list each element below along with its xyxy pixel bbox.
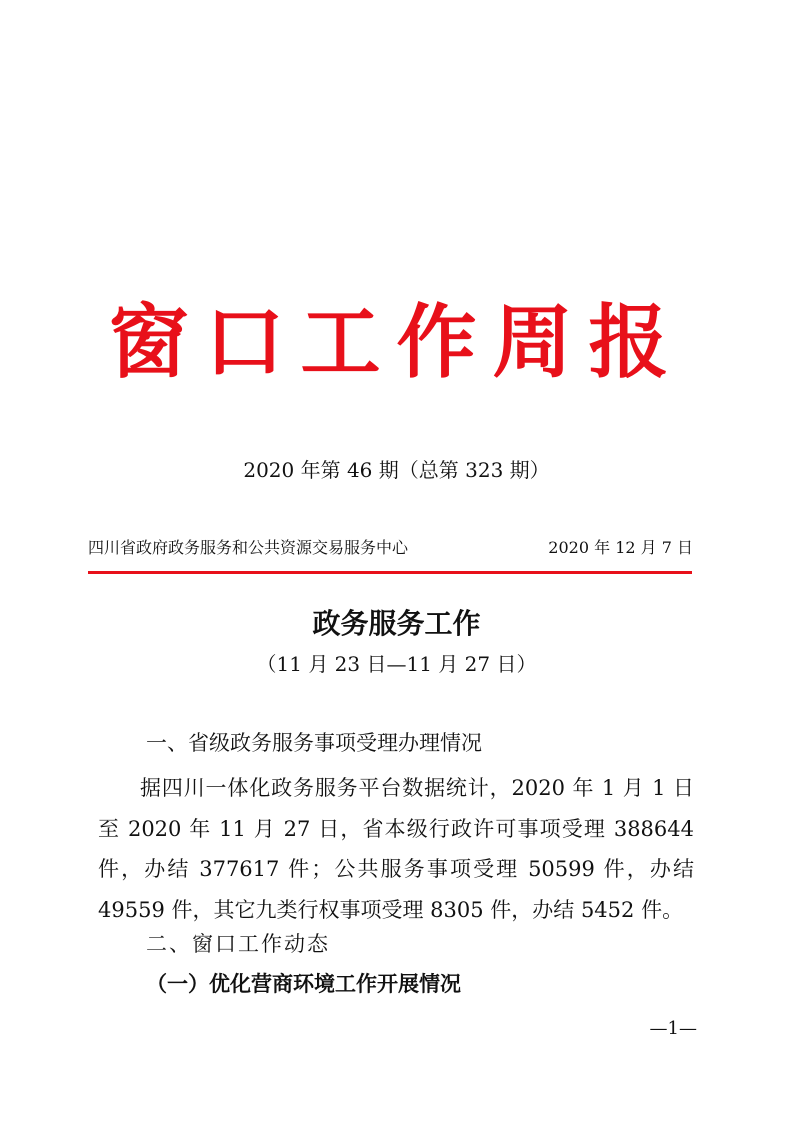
issuing-organization: 四川省政府政务服务和公共资源交易服务中心 [88, 538, 409, 557]
page-number: —1— [649, 1018, 697, 1039]
statistics-paragraph: 据四川一体化政务服务平台数据统计，2020 年 1 月 1 日至 2020 年 11 月 27 日，省本级行政许可事项受理 388644 件，办结 377617 件；公共服务事项受理 50599 件，办结 49559 件，其它九类行权事项受理 8305 件，办结 5452 件。 [98, 776, 694, 922]
issue-date: 2020 年 12 月 7 日 [548, 538, 693, 557]
issue-number: 2020 年第 46 期（总第 323 期） [243, 458, 550, 482]
heading-level-2: 二、窗口工作动态 [146, 932, 330, 956]
heading-level-1: 一、省级政务服务事项受理办理情况 [146, 731, 482, 755]
masthead-title: 窗口工作周报 [108, 295, 685, 389]
red-divider-line [88, 571, 692, 574]
section-title: 政务服务工作 [312, 607, 481, 640]
subheading: （一）优化营商环境工作开展情况 [146, 971, 461, 996]
section-date-range: （11 月 23 日—11 月 27 日） [256, 652, 537, 676]
